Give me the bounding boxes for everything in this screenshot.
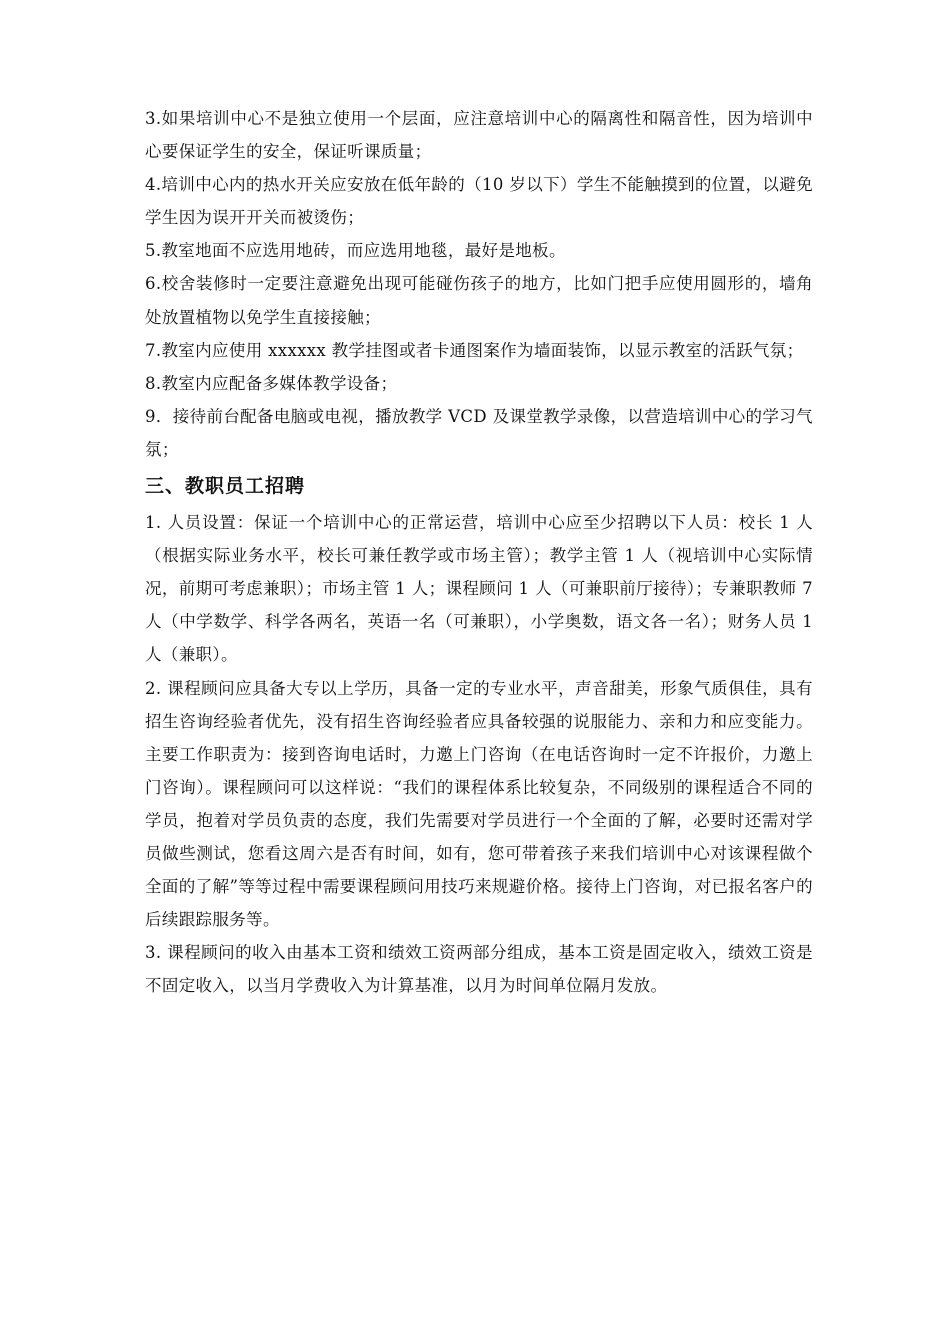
- staff-item-1: 1. 人员设置：保证一个培训中心的正常运营，培训中心应至少招聘以下人员：校长 1 人（根据实际业务水平，校长可兼任教学或市场主管）；教学主管 1 人（视培训中心实际情况，前期可考虑兼职）；市场主管 1 人；课程顾问 1 人（可兼职前厅接待）；专兼职教师 7 人（中学数学、科学各两名，英语一名（可兼职），小学奥数，语文各一名）；财务人员 1 人（兼职）。: [145, 513, 813, 665]
- staff-item-2: 2. 课程顾问应具备大专以上学历，具备一定的专业水平，声音甜美，形象气质俱佳，具有招生咨询经验者优先，没有招生咨询经验者应具备较强的说服能力、亲和力和应变能力。主要工作职责为：接到咨询电话时，力邀上门咨询（在电话咨询时一定不许报价，力邀上门咨询）。课程顾问可以这样说：“我们的课程体系比较复杂，不同级别的课程适合不同的学员，抱着对学员负责的态度，我们先需要对学员进行一个全面的了解，必要时还需对学员做些测试，您看这周六是否有时间，如有，您可带着孩子来我们培训中心对该课程做个全面的了解”等等过程中需要课程顾问用技巧来规避价格。接待上门咨询，对已报名客户的后续跟踪服务等。: [145, 678, 813, 930]
- list-item-7: 7.教室内应使用 xxxxxx 教学挂图或者卡通图案作为墙面装饰，以显示教室的活跃气氛；: [145, 340, 804, 360]
- list-item-9: 9．接待前台配备电脑或电视，播放教学 VCD 及课堂教学录像，以营造培训中心的学习气氛；: [145, 406, 813, 459]
- list-item-4: 4.培训中心内的热水开关应安放在低年龄的（10 岁以下）学生不能触摸到的位置，以避免学生因为误开开关而被烫伤；: [145, 175, 813, 228]
- staff-item-3: 3. 课程顾问的收入由基本工资和绩效工资两部分组成，基本工资是固定收入，绩效工资是不固定收入，以当月学费收入为计算基准，以月为时间单位隔月发放。: [145, 943, 813, 996]
- list-item-6: 6.校舍装修时一定要注意避免出现可能碰伤孩子的地方，比如门把手应使用圆形的，墙角处放置植物以免学生直接接触；: [145, 274, 813, 327]
- list-item-3: 3.如果培训中心不是独立使用一个层面，应注意培训中心的隔离性和隔音性，因为培训中心要保证学生的安全，保证听课质量；: [145, 109, 813, 162]
- document-body: [145, 102, 813, 1002]
- list-item-5: 5.教室地面不应选用地砖，而应选用地毯，最好是地板。: [145, 241, 566, 261]
- list-item-8: 8.教室内应配备多媒体教学设备；: [145, 373, 398, 393]
- section-heading: 三、教职员工招聘: [145, 475, 306, 498]
